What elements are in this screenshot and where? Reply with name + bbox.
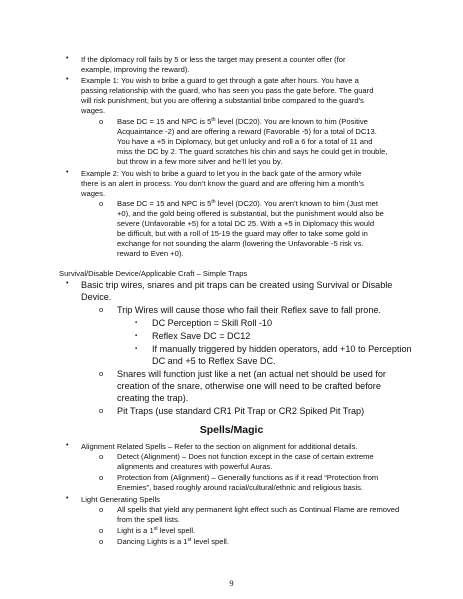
text-line: Base DC = 15 and NPC is 5th level (DC20). You are known to him (Positive [117,117,368,126]
text-line: If the diplomacy roll fails by 5 or less the target may present a counter offer (for [81,55,346,64]
text-line: Pit Traps (use standard CR1 Pit Trap or CR2 Spiked Pit Trap) [117,406,365,416]
text-line: will risk punishment, but you are offering a substantial bribe compared to the guard’s [81,96,364,105]
text-line: exchange for not sounding the alarm (lowering the Unfavorable -5 risk vs. [117,239,364,248]
text-line: alignments and creatures with powerful Auras. [117,462,273,471]
text-line: DC Perception = Skill Roll -10 [152,318,273,328]
bullet: o [99,305,104,314]
text-line: +0), and the gold being offered is substantial, but the punishment would also be [117,209,384,218]
bullet: o [99,406,104,415]
bullet: ▪ [135,320,138,326]
text-line: from the spell lists. [117,515,180,524]
text-line: Light Generating Spells [81,495,160,504]
text-line: be difficult, but with a roll of 15-19 the guard may offer to take some gold in [117,229,368,238]
text-line: Alignment Related Spells – Refer to the section on alignment for additional details. [81,442,358,451]
bullet: o [99,452,104,461]
text-line: Protection from (Alignment) – Generally functions as if it read “Protection from [117,473,379,482]
text-line: reward to Even +0). [117,249,184,258]
text-line: Basic trip wires, snares and pit traps can be created using Survival or Disable [81,280,393,290]
text-line: All spells that yield any permanent light effect such as Continual Flame are removed [117,505,400,514]
text-line: Acquaintance -2) and are offering a reward (Favorable -5) for a total of DC13. [117,127,377,136]
text-line: creation of the snare, otherwise one will need to be crafted before [117,381,381,391]
bullet: • [66,442,69,449]
text-line: Light is a 1st level spell. [117,526,196,535]
text-line: DC and +5 to Reflex Save DC. [152,356,276,366]
bullet: o [99,199,104,208]
text-line: severe (Unfavorable +5) for a total DC 25. With a +5 in Diplomacy this would [117,219,375,228]
text-line: Example 2: You wish to bribe a guard to let you in the back gate of the armory while [81,169,362,178]
bullet: o [99,526,104,535]
text-line: Base DC = 15 and NPC is 5th level (DC20). You aren’t known to him (Just met [117,199,379,208]
text-line: but throw in a few more silver and he’ll let you by. [117,157,283,166]
text-line: Enemies”, based roughly around racial/cultural/ethnic and religious basis. [117,483,364,492]
text-line: there is an alert in process. You don’t know the guard and are offering him a month’s [81,179,364,188]
text-line: wages. [81,189,106,198]
text-line: Device. [81,292,112,302]
bullet: • [66,280,69,287]
text-line: You have a +5 in Diplomacy, but get unlucky and roll a 6 for a total of 11 and [117,137,373,146]
text-line: Detect (Alignment) – Does not function except in the case of certain extreme [117,452,374,461]
page-number: 9 [229,578,234,588]
bullet: • [66,55,69,62]
text-line: passing relationship with the guard, who has seen you pass the gate before. The guard [81,86,374,95]
text-line: miss the DC by 2. The guard scratches his chin and says he could get in trouble, [117,147,388,156]
text-line: Example 1: You wish to bribe a guard to get through a gate after hours. You have a [81,76,359,85]
bullet: o [99,369,104,378]
section-heading: Survival/Disable Device/Applicable Craft – Simple Traps [59,269,248,278]
text-line: example, improving the reward). [81,65,190,74]
page-title: Spells/Magic [199,424,264,436]
text-line: Reflex Save DC = DC12 [152,331,251,341]
bullet: • [66,169,69,176]
text-line: Dancing Lights is a 1st level spell. [117,537,229,546]
bullet: o [99,537,104,546]
text-line: If manually triggered by hidden operators, add +10 to Perception [152,344,412,354]
bullet: o [99,473,104,482]
text-line: wages. [81,106,106,115]
bullet: o [99,117,104,126]
text-line: creating the trap). [117,393,189,403]
bullet: • [66,76,69,83]
bullet: o [99,505,104,514]
text-line: Snares will function just like a net (an actual net should be used for [117,369,386,379]
bullet: • [66,495,69,502]
bullet: ▪ [135,333,138,339]
text-line: Trip Wires will cause those who fail their Reflex save to fall prone. [117,305,381,315]
bullet: ▪ [135,346,138,352]
